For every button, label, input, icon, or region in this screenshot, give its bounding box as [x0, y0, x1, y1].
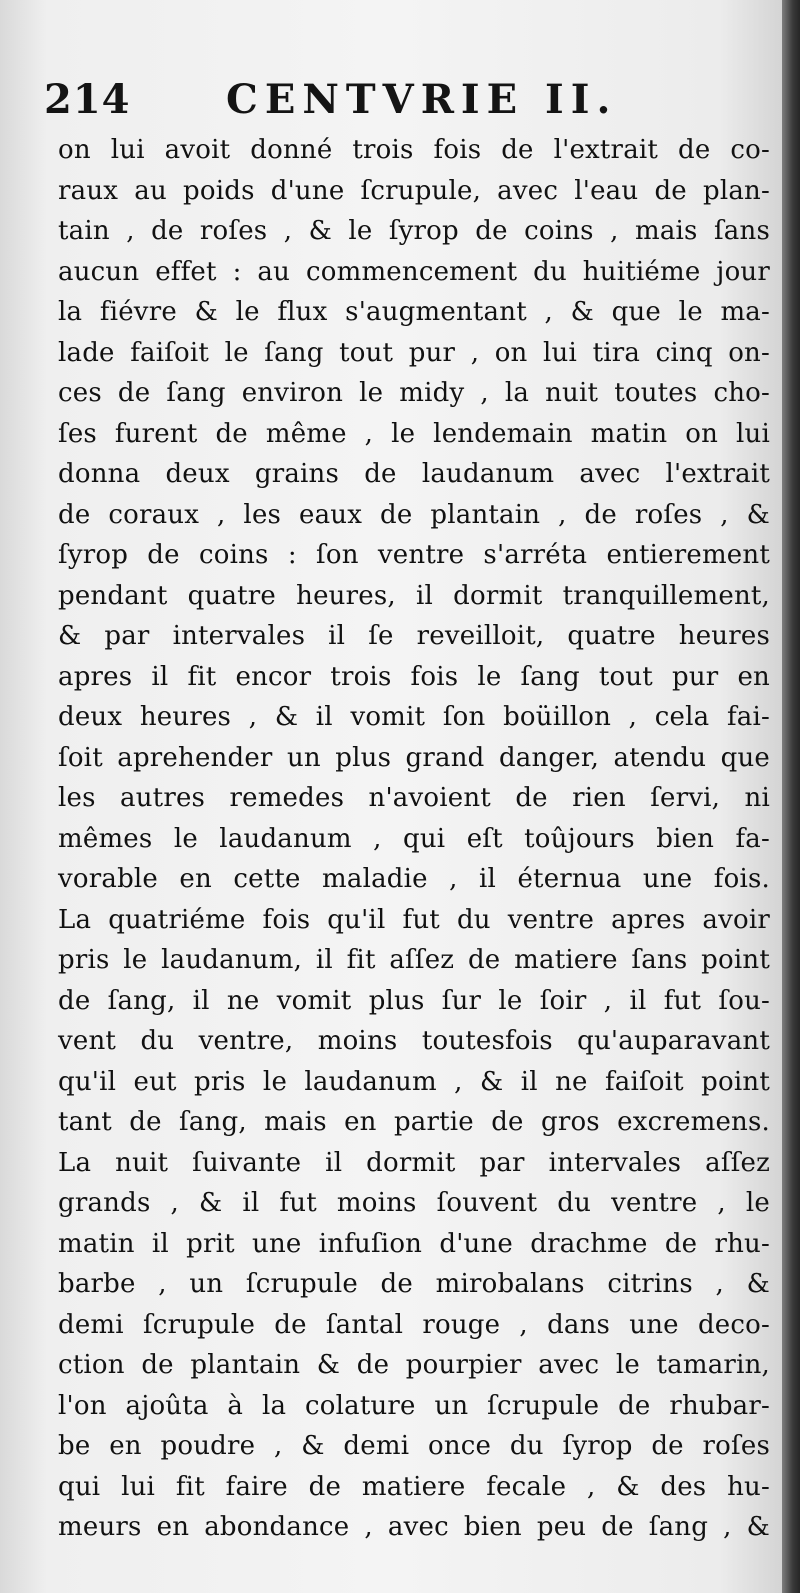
page-header	[44, 74, 764, 124]
text-line: vent du ventre, moins toutesfois qu'auparavant	[58, 1026, 770, 1056]
running-title: CENTVRIE II.	[226, 76, 618, 123]
text-line: vorable en cette maladie , il éternua une fois.	[58, 864, 770, 894]
text-line: La quatriéme fois qu'il fut du ventre apres avoir	[58, 904, 770, 935]
text-line: la fiévre & le flux s'augmentant , & que le ma-	[58, 297, 770, 327]
text-line: qu'il eut pris le laudanum , & il ne faiſoit point	[58, 1066, 770, 1097]
text-line: mêmes le laudanum , qui eſt toûjours bien fa-	[58, 823, 770, 854]
text-line: de coraux , les eaux de plantain , de roſes , &	[58, 499, 770, 530]
text-line: meurs en abondance , avec bien peu de ſang , &	[58, 1512, 770, 1542]
text-line: ces de ſang environ le midy , la nuit toutes cho-	[58, 378, 770, 408]
text-line: pris le laudanum, il fit aſſez de matiere ſans point	[58, 945, 770, 975]
text-line: ſyrop de coins : ſon ventre s'arréta entierement	[58, 540, 770, 570]
text-line: les autres remedes n'avoient de rien ſervi, ni	[58, 783, 770, 813]
text-line: tant de ſang, mais en partie de gros excremens.	[58, 1107, 770, 1137]
text-line: be en poudre , & demi once du ſyrop de roſes	[58, 1431, 770, 1461]
text-line: tain , de roſes , & le ſyrop de coins , mais ſans	[58, 216, 770, 246]
text-line: demi ſcrupule de ſantal rouge , dans une deco-	[58, 1309, 770, 1340]
text-line: matin il prit une infuſion d'une drachme de rhu-	[58, 1228, 770, 1259]
text-line: & par intervales il ſe reveilloit, quatre heures	[58, 621, 770, 651]
text-line: ſes furent de même , le lendemain matin on lui	[58, 418, 770, 449]
body-text	[58, 130, 770, 1548]
page-number: 214	[44, 76, 131, 123]
text-line: deux heures , & il vomit ſon boüillon , cela fai-	[58, 702, 770, 732]
text-line: aucun effet : au commencement du huitiéme jour	[58, 256, 770, 287]
text-line: raux au poids d'une ſcrupule, avec l'eau de plan-	[58, 175, 770, 206]
text-line: ſoit aprehender un plus grand danger, atendu que	[58, 742, 770, 773]
text-line: qui lui fit faire de matiere fecale , & des hu-	[58, 1471, 770, 1502]
text-line: apres il fit encor trois fois le ſang tout pur en	[58, 661, 770, 692]
text-line: La nuit ſuivante il dormit par intervales aſſez	[58, 1147, 770, 1178]
text-line: de ſang, il ne vomit plus ſur le ſoir , il fut ſou-	[58, 985, 770, 1016]
text-line: ction de plantain & de pourpier avec le tamarin,	[58, 1350, 770, 1380]
text-line: lade faiſoit le ſang tout pur , on lui tira cinq on-	[58, 337, 770, 368]
page-edge-shadow	[782, 0, 800, 1593]
text-line: l'on ajoûta à la colature un ſcrupule de rhubar-	[58, 1390, 770, 1421]
text-line: donna deux grains de laudanum avec l'extrait	[58, 459, 770, 489]
text-line: on lui avoit donné trois fois de l'extrait de co-	[58, 135, 770, 165]
text-line: pendant quatre heures, il dormit tranquillement,	[58, 580, 770, 611]
text-line: barbe , un ſcrupule de mirobalans citrins , &	[58, 1269, 770, 1299]
text-line: grands , & il fut moins ſouvent du ventre , le	[58, 1188, 770, 1218]
